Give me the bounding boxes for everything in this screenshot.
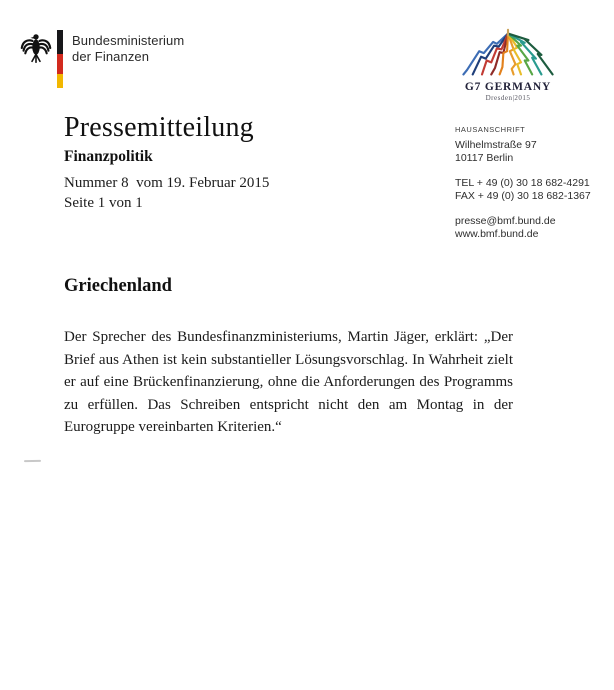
contact-street: Wilhelmstraße 97 <box>455 138 537 151</box>
g7-logo-title: G7 GERMANY <box>464 81 552 93</box>
bundesadler-eagle-icon <box>20 29 52 67</box>
g7-summit-logo <box>456 28 560 102</box>
contact-tel: TEL + 49 (0) 30 18 682-4291 <box>455 176 590 189</box>
contact-city: 10117 Berlin <box>455 152 514 164</box>
ministry-name-line2: der Finanzen <box>72 48 150 64</box>
contact-phone <box>455 177 613 204</box>
contact-address <box>455 123 613 166</box>
ministry-name-line1: Bundesministerium <box>72 33 185 48</box>
flag-black-band <box>57 30 63 54</box>
g7-logo-subtitle: Dresden|2015 <box>485 94 531 102</box>
contact-email: presse@bmf.bund.de <box>455 214 556 227</box>
ministry-logo <box>20 28 184 88</box>
press-release-page-count: Seite 1 von 1 <box>64 195 143 211</box>
contact-website: www.bmf.bund.de <box>455 228 539 240</box>
contact-address-label: HAUSANSCHRIFT <box>455 125 526 134</box>
contact-online <box>455 215 613 242</box>
smudge-mark <box>24 460 41 462</box>
flag-gold-band <box>57 74 63 88</box>
document-heading: Griechenland <box>64 276 172 296</box>
g7-mountain-icon <box>456 28 560 80</box>
flag-red-band <box>57 54 63 74</box>
german-flag-stripe <box>57 30 63 88</box>
masthead <box>64 112 269 212</box>
press-release-title: Pressemitteilung <box>64 112 254 143</box>
contact-fax: FAX + 49 (0) 30 18 682-1367 <box>455 190 591 202</box>
ministry-name <box>72 33 184 64</box>
press-release-category: Finanzpolitik <box>64 148 153 165</box>
document-paragraph: Der Sprecher des Bundesfinanzministeriums, Martin Jäger, erklärt: „Der Brief aus Athen ist kein substantieller Lösungsvorschlag. In Wahrheit zielt er auf eine Brückenfinanzierung, ohne die Anforderungen des Programms zu erfüllen. Das Schreiben entspricht nicht den am Montag in der Eurogruppe vereinbarten Kriterien.“ <box>64 329 513 436</box>
press-release-number-date: Nummer 8 vom 19. Februar 2015 <box>64 175 270 191</box>
contact-block <box>455 123 613 253</box>
